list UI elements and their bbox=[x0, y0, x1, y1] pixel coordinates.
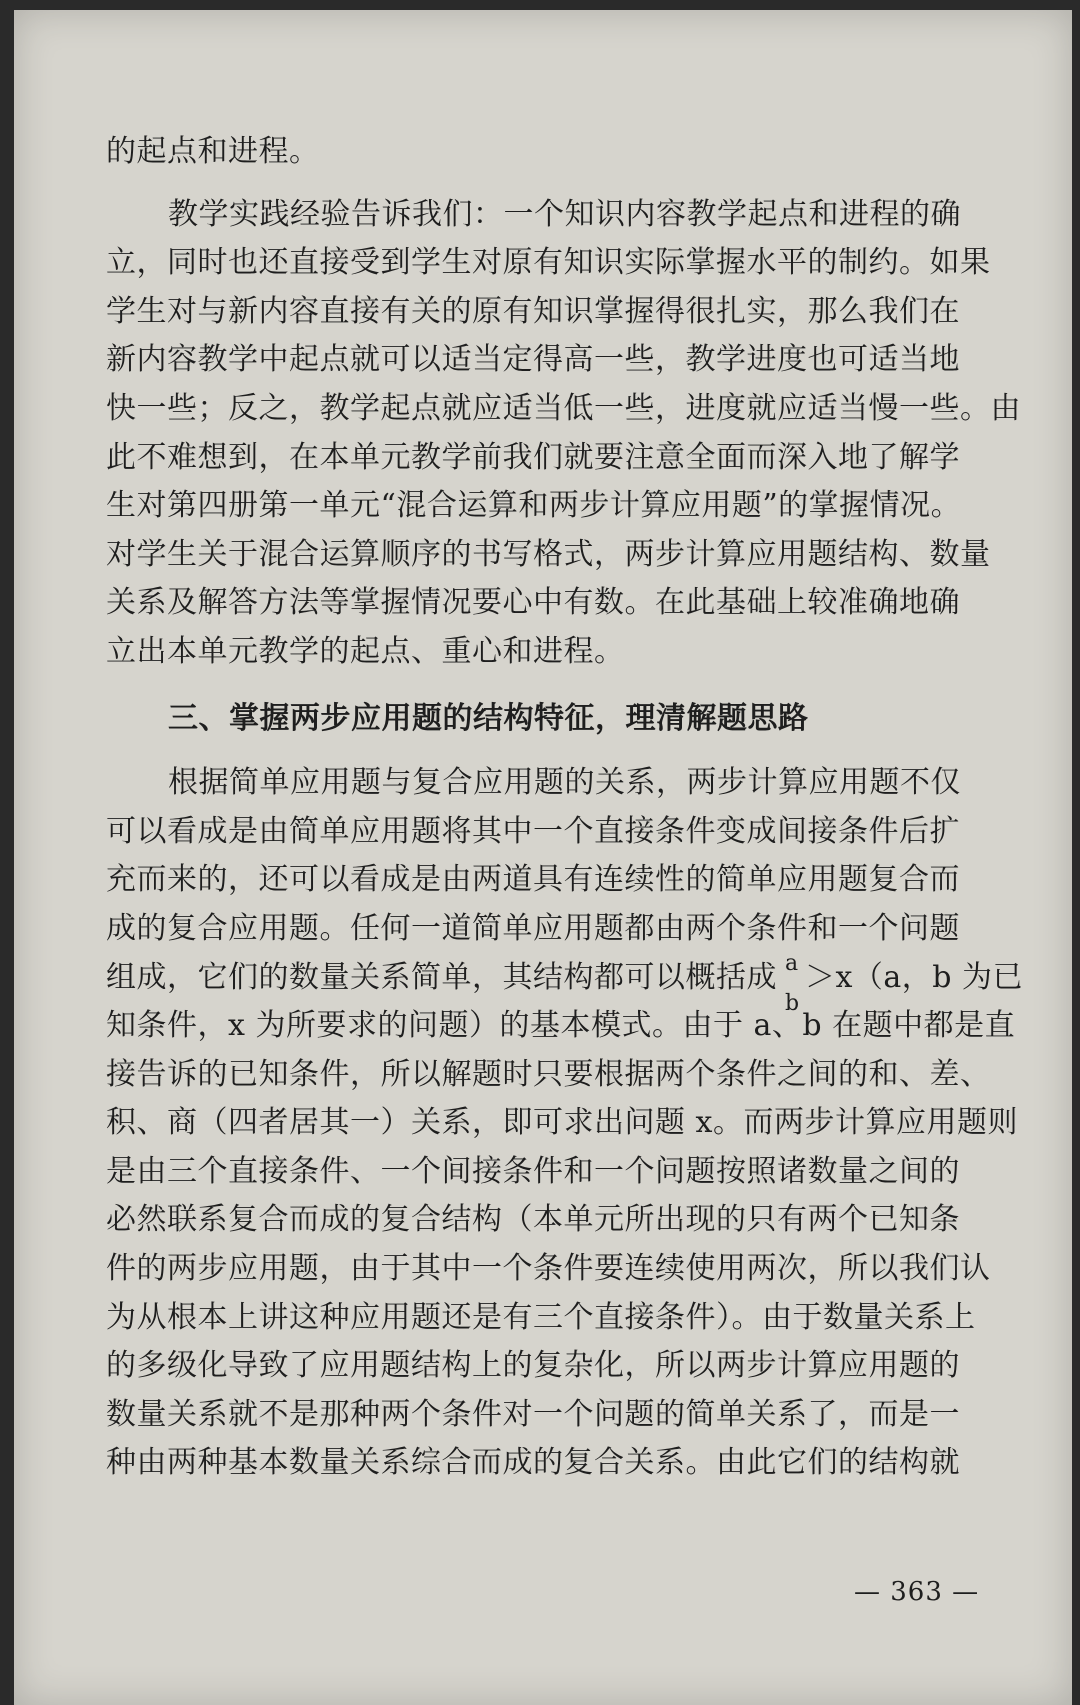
text-line: 可以看成是由简单应用题将其中一个直接条件变成间接条件后扩 bbox=[106, 813, 960, 849]
text-line: 种由两种基本数量关系综合而成的复合关系。由此它们的结构就 bbox=[106, 1445, 960, 1481]
text-line: 为从根本上讲这种应用题还是有三个直接条件）。由于数量关系上 bbox=[106, 1299, 976, 1335]
text-line: 生对第四册第一单元“混合运算和两步计算应用题”的掌握情况。 bbox=[106, 488, 962, 524]
text-line: 立出本单元教学的起点、重心和进程。 bbox=[106, 633, 625, 669]
text-line: 教学实践经验告诉我们：一个知识内容教学起点和进程的确 bbox=[168, 196, 961, 232]
text-line: 的多级化导致了应用题结构上的复杂化，所以两步计算应用题的 bbox=[106, 1348, 960, 1384]
text-line-with-fraction bbox=[106, 950, 1024, 1016]
text-segment: ＞x（a，b 为已 bbox=[805, 959, 1024, 995]
body-text bbox=[106, 128, 1024, 1488]
page-number: — 363 — bbox=[854, 1577, 980, 1607]
text-line: 立，同时也还直接受到学生对原有知识实际掌握水平的制约。如果 bbox=[106, 245, 991, 281]
text-line: 积、商（四者居其一）关系，即可求出问题 x。而两步计算应用题则 bbox=[106, 1105, 1018, 1141]
text-line: 对学生关于混合运算顺序的书写格式，两步计算应用题结构、数量 bbox=[106, 536, 991, 572]
text-line: 必然联系复合而成的复合结构（本单元所出现的只有两个已知条 bbox=[106, 1202, 960, 1238]
text-line: 件的两步应用题，由于其中一个条件要连续使用两次，所以我们认 bbox=[106, 1251, 991, 1287]
fraction-a-over-b bbox=[777, 950, 805, 1016]
text-line: 的起点和进程。 bbox=[106, 134, 320, 169]
text-line: 关系及解答方法等掌握情况要心中有数。在此基础上较准确地确 bbox=[106, 585, 960, 621]
text-line: 数量关系就不是那种两个条件对一个问题的简单关系了，而是一 bbox=[106, 1396, 960, 1432]
fraction-top: a bbox=[785, 950, 799, 976]
text-line: 成的复合应用题。任何一道简单应用题都由两个条件和一个问题 bbox=[106, 910, 960, 946]
text-line: 充而来的，还可以看成是由两道具有连续性的简单应用题复合而 bbox=[106, 862, 960, 898]
text-line: 是由三个直接条件、一个间接条件和一个问题按照诸数量之间的 bbox=[106, 1153, 960, 1189]
page bbox=[14, 10, 1072, 1705]
text-line: 此不难想到，在本单元教学前我们就要注意全面而深入地了解学 bbox=[106, 439, 960, 475]
fraction-bottom: b bbox=[785, 990, 800, 1016]
section-heading: 三、掌握两步应用题的结构特征，理清解题思路 bbox=[168, 700, 809, 736]
text-line: 接告诉的已知条件，所以解题时只要根据两个条件之间的和、差、 bbox=[106, 1056, 991, 1092]
text-line: 学生对与新内容直接有关的原有知识掌握得很扎实，那么我们在 bbox=[106, 293, 960, 329]
text-line: 新内容教学中起点就可以适当定得高一些，教学进度也可适当地 bbox=[106, 342, 960, 378]
text-line: 快一些；反之，教学起点就应适当低一些，进度就应适当慢一些。由 bbox=[106, 390, 1021, 426]
text-line: 知条件，x 为所要求的问题）的基本模式。由于 a、b 在题中都是直 bbox=[106, 1008, 1016, 1044]
text-line: 根据简单应用题与复合应用题的关系，两步计算应用题不仅 bbox=[168, 765, 961, 801]
text-segment: 组成，它们的数量关系简单，其结构都可以概括成 bbox=[106, 959, 777, 995]
